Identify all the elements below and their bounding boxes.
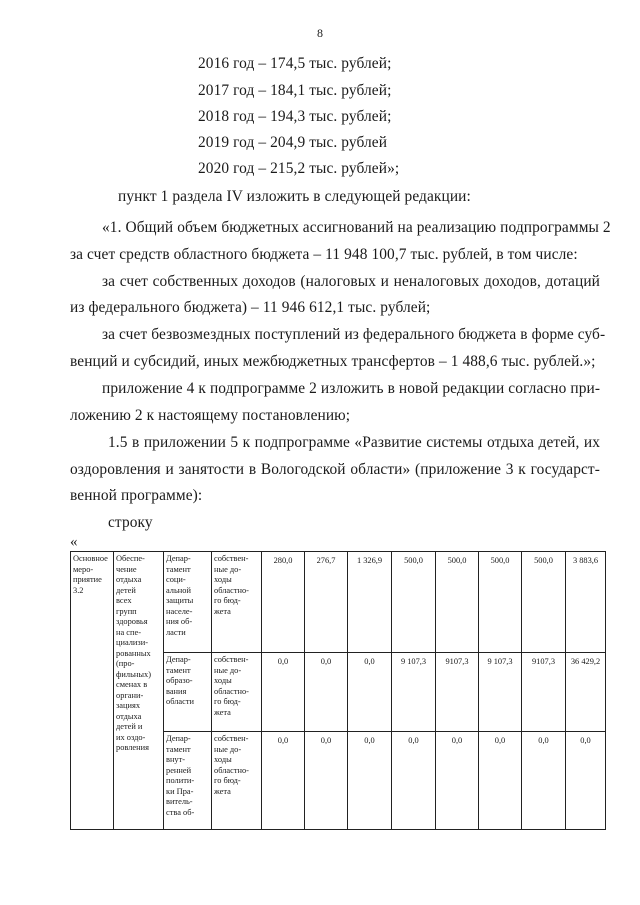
page-number: 8 [317,26,323,40]
source-cell: собствен- ные до- ходы областно- го бюд- жета [212,552,262,653]
executor-cell: Депар- тамент внут- ренней полити- ки Пра- витель- ства об- [164,732,212,830]
paragraph-item-1-5-line2: оздоровления и занятости в Вологодской области» (приложение 3 к государст- [70,461,600,478]
paragraph-own-income-line1: за счет собственных доходов (налоговых и неналоговых доходов, дотаций [102,273,600,290]
paragraph-total-volume-line2: за счет средств областного бюджета – 11 948 100,7 тыс. рублей, в том числе: [70,246,578,263]
measure-cell: Основное меро- приятие 3.2 [71,552,114,830]
value-cell: 500,0 [392,552,436,653]
value-cell: 0,0 [436,732,479,830]
value-cell: 1 326,9 [348,552,392,653]
value-cell: 9 107,3 [479,653,522,732]
funding-line-2017: 2017 год – 184,1 тыс. рублей; [198,82,392,99]
paragraph-appendix-4-line2: ложению 2 к настоящему постановлению; [70,407,351,424]
value-cell: 0,0 [348,653,392,732]
paragraph-row-word: строку [108,514,153,531]
source-cell: собствен- ные до- ходы областно- го бюд- жета [212,732,262,830]
value-cell: 500,0 [522,552,566,653]
total-cell: 36 429,2 [566,653,606,732]
value-cell: 280,0 [262,552,305,653]
value-cell: 0,0 [522,732,566,830]
value-cell: 9 107,3 [392,653,436,732]
value-cell: 0,0 [305,732,348,830]
value-cell: 0,0 [392,732,436,830]
paragraph-item-1-5-line3: венной программе): [70,487,203,504]
executor-cell: Депар- тамент соци- альной защиты населе- ния об- ласти [164,552,212,653]
paragraph-total-volume-line1: «1. Общий объем бюджетных ассигнований на реализацию подпрограммы 2 [102,219,611,236]
executor-cell: Депар- тамент образо- вания области [164,653,212,732]
value-cell: 0,0 [479,732,522,830]
value-cell: 500,0 [479,552,522,653]
description-cell: Обеспе- чение отдыха детей всех групп здоровья на спе- циализи- рованных (про- фильных) сменах в органи- зациях отдыха детей и их оздо- ровления [114,552,164,830]
paragraph-item-1-5-line1: 1.5 в приложении 5 к подпрограмме «Развитие системы отдыха детей, их [108,434,600,451]
value-cell: 9107,3 [436,653,479,732]
opening-quote-mark: « [70,534,78,550]
value-cell: 0,0 [262,653,305,732]
funding-line-2018: 2018 год – 194,3 тыс. рублей; [198,108,392,125]
funding-line-2019: 2019 год – 204,9 тыс. рублей [198,134,388,151]
paragraph-appendix-4-line1: приложение 4 к подпрограмме 2 изложить в новой редакции согласно при- [102,380,601,397]
paragraph-federal-line1: за счет безвозмездных поступлений из федерального бюджета в форме суб- [102,326,606,343]
source-cell: собствен- ные до- ходы областно- го бюд- жета [212,653,262,732]
funding-line-2016: 2016 год – 174,5 тыс. рублей; [198,55,392,72]
value-cell: 276,7 [305,552,348,653]
value-cell: 0,0 [348,732,392,830]
table-row [71,552,606,653]
paragraph-own-income-line2: из федерального бюджета) – 11 946 612,1 тыс. рублей; [70,299,431,316]
value-cell: 0,0 [262,732,305,830]
paragraph-federal-line2: венций и субсидий, иных межбюджетных трансфертов – 1 488,6 тыс. рублей.»; [70,353,596,370]
total-cell: 3 883,6 [566,552,606,653]
value-cell: 500,0 [436,552,479,653]
program-activity-table [70,551,606,830]
value-cell: 0,0 [305,653,348,732]
total-cell: 0,0 [566,732,606,830]
paragraph-section-iv: пункт 1 раздела IV изложить в следующей редакции: [118,188,471,205]
value-cell: 9107,3 [522,653,566,732]
funding-line-2020: 2020 год – 215,2 тыс. рублей»; [198,160,400,177]
